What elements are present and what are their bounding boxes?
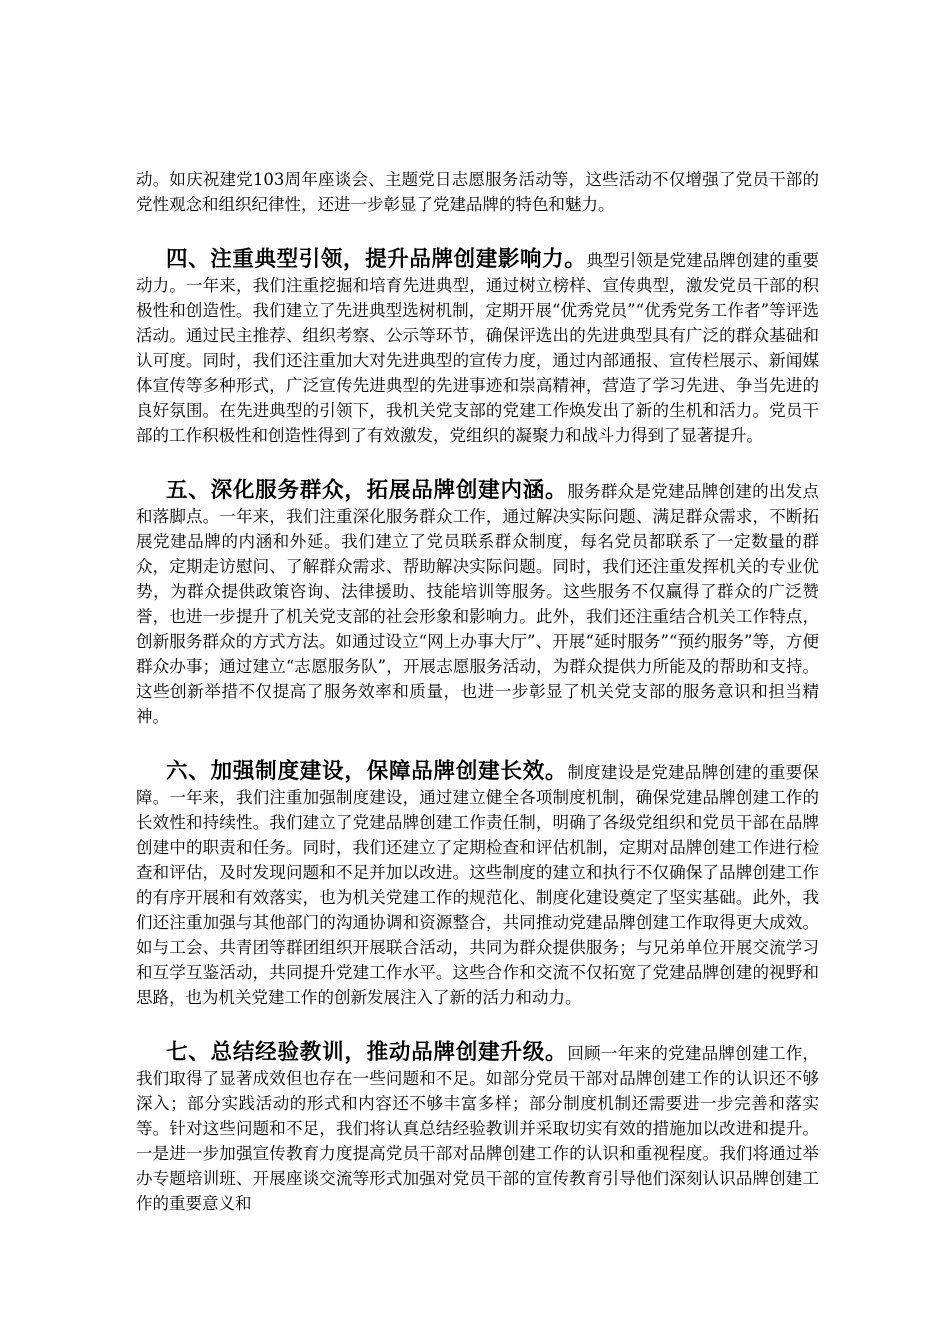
section-5 (136, 478, 819, 729)
section-6 (136, 759, 819, 1010)
section-body: 典型引领是党建品牌创建的重要动力。一年来，我们注重挖掘和培育先进典型，通过树立榜样、宣传典型，激发党员干部的积极性和创造性。我们建立了先进典型选树机制，定期开展“优秀党员”“优秀党务工作者”等评选活动。通过民主推荐、组织考察、公示等环节，确保评选出的先进典型具有广泛的群众基础和认可度。同时，我们还注重加大对先进典型的宣传力度，通过内部通报、宣传栏展示、新闻媒体宣传等多种形式，广泛宣传先进典型的先进事迹和崇高精神，营造了学习先进、争当先进的良好氛围。在先进典型的引领下，我机关党支部的党建工作焕发出了新的生机和活力。党员干部的工作积极性和创造性得到了有效激发，党组织的凝聚力和战斗力得到了显著提升。 (136, 251, 819, 445)
intro-paragraph: 动。如庆祝建党103周年座谈会、主题党日志愿服务活动等，这些活动不仅增强了党员干部的党性观念和组织纪律性，还进一步彰显了党建品牌的特色和魅力。 (136, 170, 819, 214)
section-heading: 四、注重典型引领，提升品牌创建影响力。 (166, 247, 587, 272)
document-page (136, 167, 819, 1246)
section-heading: 七、总结经验教训，推动品牌创建升级。 (166, 1040, 568, 1065)
section-7 (136, 1040, 819, 1216)
section-4 (136, 247, 819, 448)
section-body: 服务群众是党建品牌创建的出发点和落脚点。一年来，我们注重深化服务群众工作，通过解决实际问题、满足群众需求，不断拓展党建品牌的内涵和外延。我们建立了党员联系群众制度，每名党员都联系了一定数量的群众，定期走访慰问、了解群众需求、帮助解决实际问题。同时，我们还注重发挥机关的专业优势，为群众提供政策咨询、法律援助、技能培训等服务。这些服务不仅赢得了群众的广泛赞誉，也进一步提升了机关党支部的社会形象和影响力。此外，我们还注重结合机关工作特点，创新服务群众的方式方法。如通过设立“网上办事大厅”、开展“延时服务”“预约服务”等，方便群众办事；通过建立“志愿服务队”，开展志愿服务活动，为群众提供力所能及的帮助和支持。这些创新举措不仅提高了服务效率和质量，也进一步彰显了机关党支部的服务意识和担当精神。 (136, 482, 819, 726)
section-body: 制度建设是党建品牌创建的重要保障。一年来，我们注重加强制度建设，通过建立健全各项制度机制，确保党建品牌创建工作的长效性和持续性。我们建立了党建品牌创建工作责任制，明确了各级党组织和党员干部在品牌创建中的职责和任务。同时，我们还建立了定期检查和评估机制，定期对品牌创建工作进行检查和评估，及时发现问题和不足并加以改进。这些制度的建立和执行不仅确保了品牌创建工作的有序开展和有效落实，也为机关党建工作的规范化、制度化建设奠定了坚实基础。此外，我们还注重加强与其他部门的沟通协调和资源整合，共同推动党建品牌创建工作取得更大成效。如与工会、共青团等群团组织开展联合活动，共同为群众提供服务；与兄弟单位开展交流学习和互学互鉴活动，共同提升党建工作水平。这些合作和交流不仅拓宽了党建品牌创建的视野和思路，也为机关党建工作的创新发展注入了新的活力和动力。 (136, 763, 819, 1007)
section-heading: 六、加强制度建设，保障品牌创建长效。 (166, 759, 568, 784)
section-body: 回顾一年来的党建品牌创建工作，我们取得了显著成效但也存在一些问题和不足。如部分党员干部对品牌创建工作的认识还不够深入；部分实践活动的形式和内容还不够丰富多样；部分制度机制还需要进一步完善和落实等。针对这些问题和不足，我们将认真总结经验教训并采取切实有效的措施加以改进和提升。一是进一步加强宣传教育力度提高党员干部对品牌创建工作的认识和重视程度。我们将通过举办专题培训班、开展座谈交流等形式加强对党员干部的宣传教育引导他们深刻认识品牌创建工作的重要意义和 (136, 1044, 819, 1213)
section-heading: 五、深化服务群众，拓展品牌创建内涵。 (166, 478, 568, 503)
